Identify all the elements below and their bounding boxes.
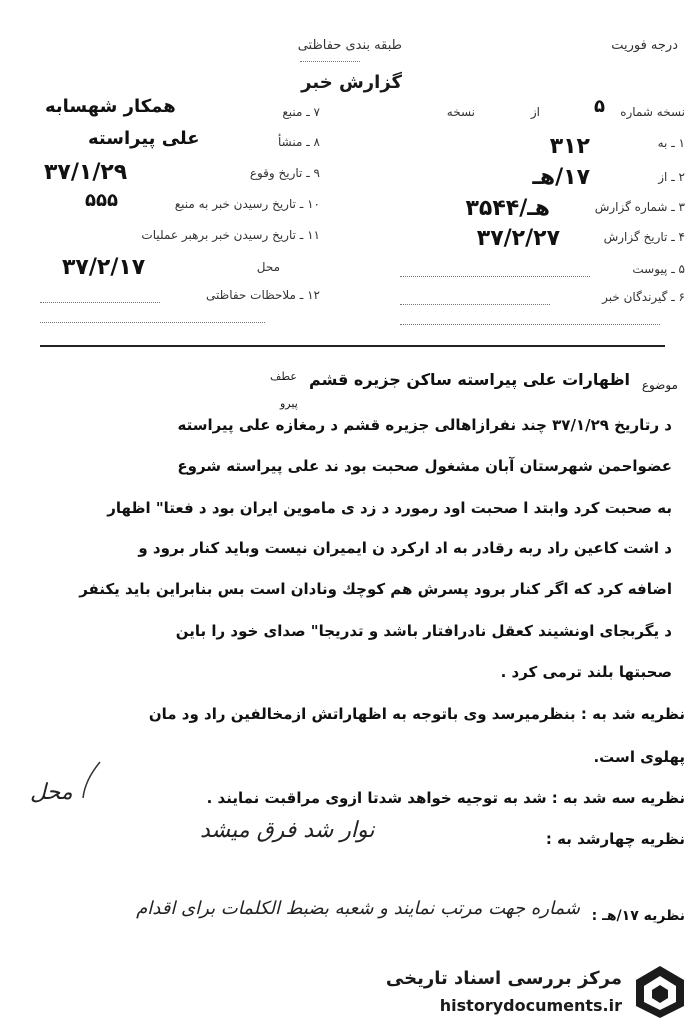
source-value: همکار شهسابه	[45, 96, 176, 117]
watermark-name: مرکز بررسی اسناد تاریخی	[385, 968, 622, 989]
body-line: اضافه کرد که اگر کنار برود پسرش هم کوچك ونادان است بس بنابراین باید یکنفر	[79, 580, 672, 598]
body-line: د یگربجای اونشیند کعقل نادرافتار باشد و تدریجا" صدای خود را باین	[175, 622, 672, 640]
to-label: ۱ ـ به	[657, 136, 685, 150]
recipients-underline-2	[400, 324, 660, 325]
header-separator	[40, 345, 665, 347]
subject-margin-note-bottom: پیرو	[280, 397, 298, 410]
body-line: به صحبت کرد وابتد ا صحبت اود رمورد د زد ی ماموین ایران بود د فعتا" اظهار	[107, 499, 672, 517]
origin-value: علی پیراسته	[88, 128, 200, 149]
receipt-date-value: ۵۵۵	[85, 190, 118, 211]
event-date-value: ۳۷/۱/۲۹	[44, 160, 128, 185]
note-three: نظریه سه شد به : شد به توجیه خواهد شدتا ازوی مراقبت نمایند .	[206, 789, 685, 807]
ops-receipt-value: ۳۷/۲/۱۷	[62, 255, 146, 280]
attachment-label: ۵ ـ پیوست	[632, 262, 685, 276]
note-two-continued: پهلوی است.	[593, 748, 685, 766]
copy-number-value: ۵	[594, 96, 605, 117]
origin-label: ۸ ـ منشأ	[277, 135, 320, 149]
recipients-label: ۶ ـ گیرندگان خبر	[602, 290, 685, 304]
ops-receipt-label: ۱۱ ـ تاریخ رسیدن خبر برهبر عملیات	[141, 228, 320, 242]
note-three-handwritten: محل	[30, 780, 73, 805]
receipt-date-label: ۱۰ ـ تاریخ رسیدن خبر به منبع	[174, 197, 320, 211]
security-notes-label: ۱۲ ـ ملاحظات حفاظتی	[206, 288, 320, 302]
report-number-label: ۳ ـ شماره گزارش	[594, 200, 685, 214]
body-line: صحبتها بلند ترمی کرد .	[500, 663, 672, 681]
security-notes-underline-2	[40, 322, 265, 323]
place-label: محل	[256, 260, 280, 274]
priority-label: درجه فوریت	[611, 38, 678, 53]
from2-value: ۱۷/هـ	[532, 165, 590, 190]
body-line: د رتاریخ ۳۷/۱/۲۹ چند نفرازاهالی جزیره قشم د رمغازه علی پیراسته	[177, 416, 672, 434]
from2-label: ۲ ـ از	[658, 170, 685, 184]
source-label: ۷ ـ منبع	[282, 105, 320, 119]
note-five-handwritten: شماره جهت مرتب نمایند و شعبه بضبط الکلمات برای اقدام	[136, 898, 580, 919]
note-two: نظریه شد به : بنظرمیرسد وی باتوجه به اظهاراتش ازمخالفین راد ود مان	[148, 705, 685, 723]
attachment-underline	[400, 276, 590, 277]
watermark-logo-icon	[630, 962, 690, 1020]
body-line: د اشت کاعین راد ربه رقادر به اد ارکرد ن ایمیران نیست وباید کنار برود و	[138, 539, 672, 557]
note-four-handwritten: نوار شد فرق میشد	[200, 818, 375, 843]
classification-underline	[300, 61, 360, 62]
handwritten-stroke	[75, 760, 105, 800]
subject-text: اظهارات علی پیراسته ساکن جزیره قشم	[309, 370, 630, 389]
body-line: عضواحمن شهرستان آبان مشغول صحبت بود ند علی پیراسته شروع	[177, 457, 672, 475]
subject-margin-note-top: عطف	[270, 370, 297, 383]
document-title: گزارش خبر	[301, 72, 402, 93]
security-notes-underline	[40, 302, 160, 303]
copies-label: نسخه	[446, 105, 475, 119]
watermark-url: historydocuments.ir	[439, 996, 622, 1015]
note-four: نظریه چهارشد به :	[545, 830, 685, 848]
note-five-label: نظریه ۱۷/هـ :	[591, 908, 685, 924]
to-value: ۳۱۲	[549, 134, 590, 159]
copy-number-label: نسخه شماره	[620, 105, 685, 119]
subject-label: موضوع	[641, 378, 678, 392]
report-number-value: هـ/۳۵۴۴	[465, 196, 550, 221]
classification-label: طبقه بندی حفاظتی	[297, 38, 402, 53]
report-date-value: ۳۷/۲/۲۷	[476, 226, 560, 251]
event-date-label: ۹ ـ تاریخ وقوع	[249, 166, 320, 180]
report-date-label: ۴ ـ تاریخ گزارش	[603, 230, 685, 244]
recipients-underline	[400, 304, 550, 305]
from-label: از	[530, 105, 540, 119]
